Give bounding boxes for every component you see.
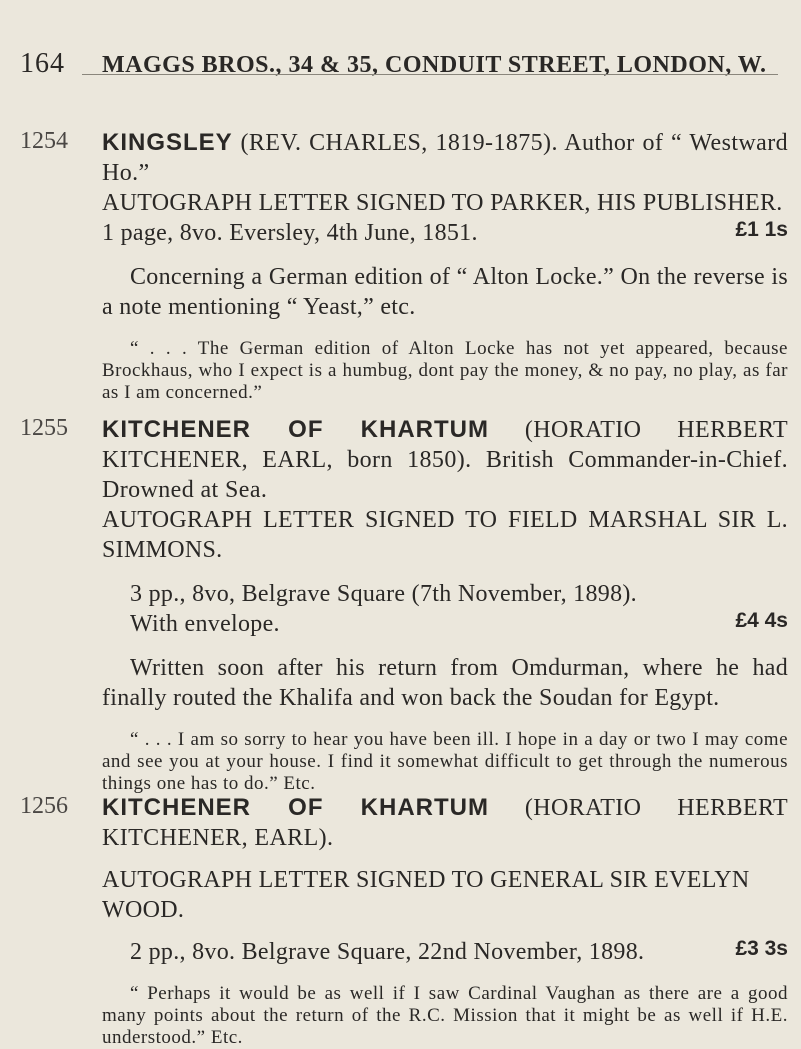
entry-note: Concerning a German edition of “ Alton Locke.” On the reverse is a note mentioning “ Yeast,” etc. [102,264,788,320]
subject-name: KITCHENER OF KHARTUM [102,794,489,821]
subject-name: KINGSLEY [102,129,233,156]
lot-number: 1256 [20,793,68,819]
page-number: 164 [20,48,65,79]
price: £3 3s [735,937,788,960]
subject-details: (HORATIO HERBERT KITCHENER, EARL). [102,795,788,851]
entry-note: Written soon after his return from Omdurman, where he had finally routed the Khalifa and won back the Soudan for Egypt. [102,655,788,711]
price: £1 1s [735,218,788,241]
item-description: AUTOGRAPH LETTER SIGNED TO FIELD MARSHAL SIR L. SIMMONS. [102,507,788,563]
subject-details: (HORATIO HERBERT KITCHENER, EARL, born 1850). British Commander-in-Chief. Drowned at Sea. [102,417,788,503]
subject-details: (REV. CHARLES, 1819-1875). Author of “ Westward Ho.” [102,130,788,186]
entry-heading [102,128,788,188]
page-header [20,48,780,88]
physical-details-row [102,937,788,967]
physical-details: 1 page, 8vo. Eversley, 4th June, 1851. [102,220,478,246]
physical-details: 2 pp., 8vo. Belgrave Square, 22nd November, 1898. [130,939,645,965]
physical-details-row [102,579,788,639]
letter-quote: “ Perhaps it would be as well if I saw Cardinal Vaughan as there are a good many points about the return of the R.C. Mission that it might be as well if H.E. understood.” Etc. [102,983,788,1048]
letter-quote: “ . . . The German edition of Alton Locke has not yet appeared, because Brockhaus, who I expect is a humbug, dont pay the money, & no pay, no play, as far as I am concerned.” [102,338,788,403]
entry-heading [102,793,788,853]
lot-number: 1254 [20,128,68,154]
price: £4 4s [735,609,788,632]
physical-details-row [102,218,788,248]
item-description: AUTOGRAPH LETTER SIGNED TO PARKER, HIS PUBLISHER. [102,190,783,216]
entry-heading [102,415,788,505]
lot-number: 1255 [20,415,68,441]
letter-quote: “ . . . I am so sorry to hear you have been ill. I hope in a day or two I may come and see you at your house. I find it somewhat difficult to get through the numerous things one has to do.” Etc. [102,729,788,794]
subject-name: KITCHENER OF KHARTUM [102,416,489,443]
item-description: AUTOGRAPH LETTER SIGNED TO GENERAL SIR EVELYN WOOD. [102,867,750,923]
header-rule [82,74,778,75]
physical-details: 3 pp., 8vo, Belgrave Square (7th November, 1898). With envelope. [130,581,637,637]
running-head: MAGGS BROS., 34 & 35, CONDUIT STREET, LONDON, W. [102,52,767,78]
